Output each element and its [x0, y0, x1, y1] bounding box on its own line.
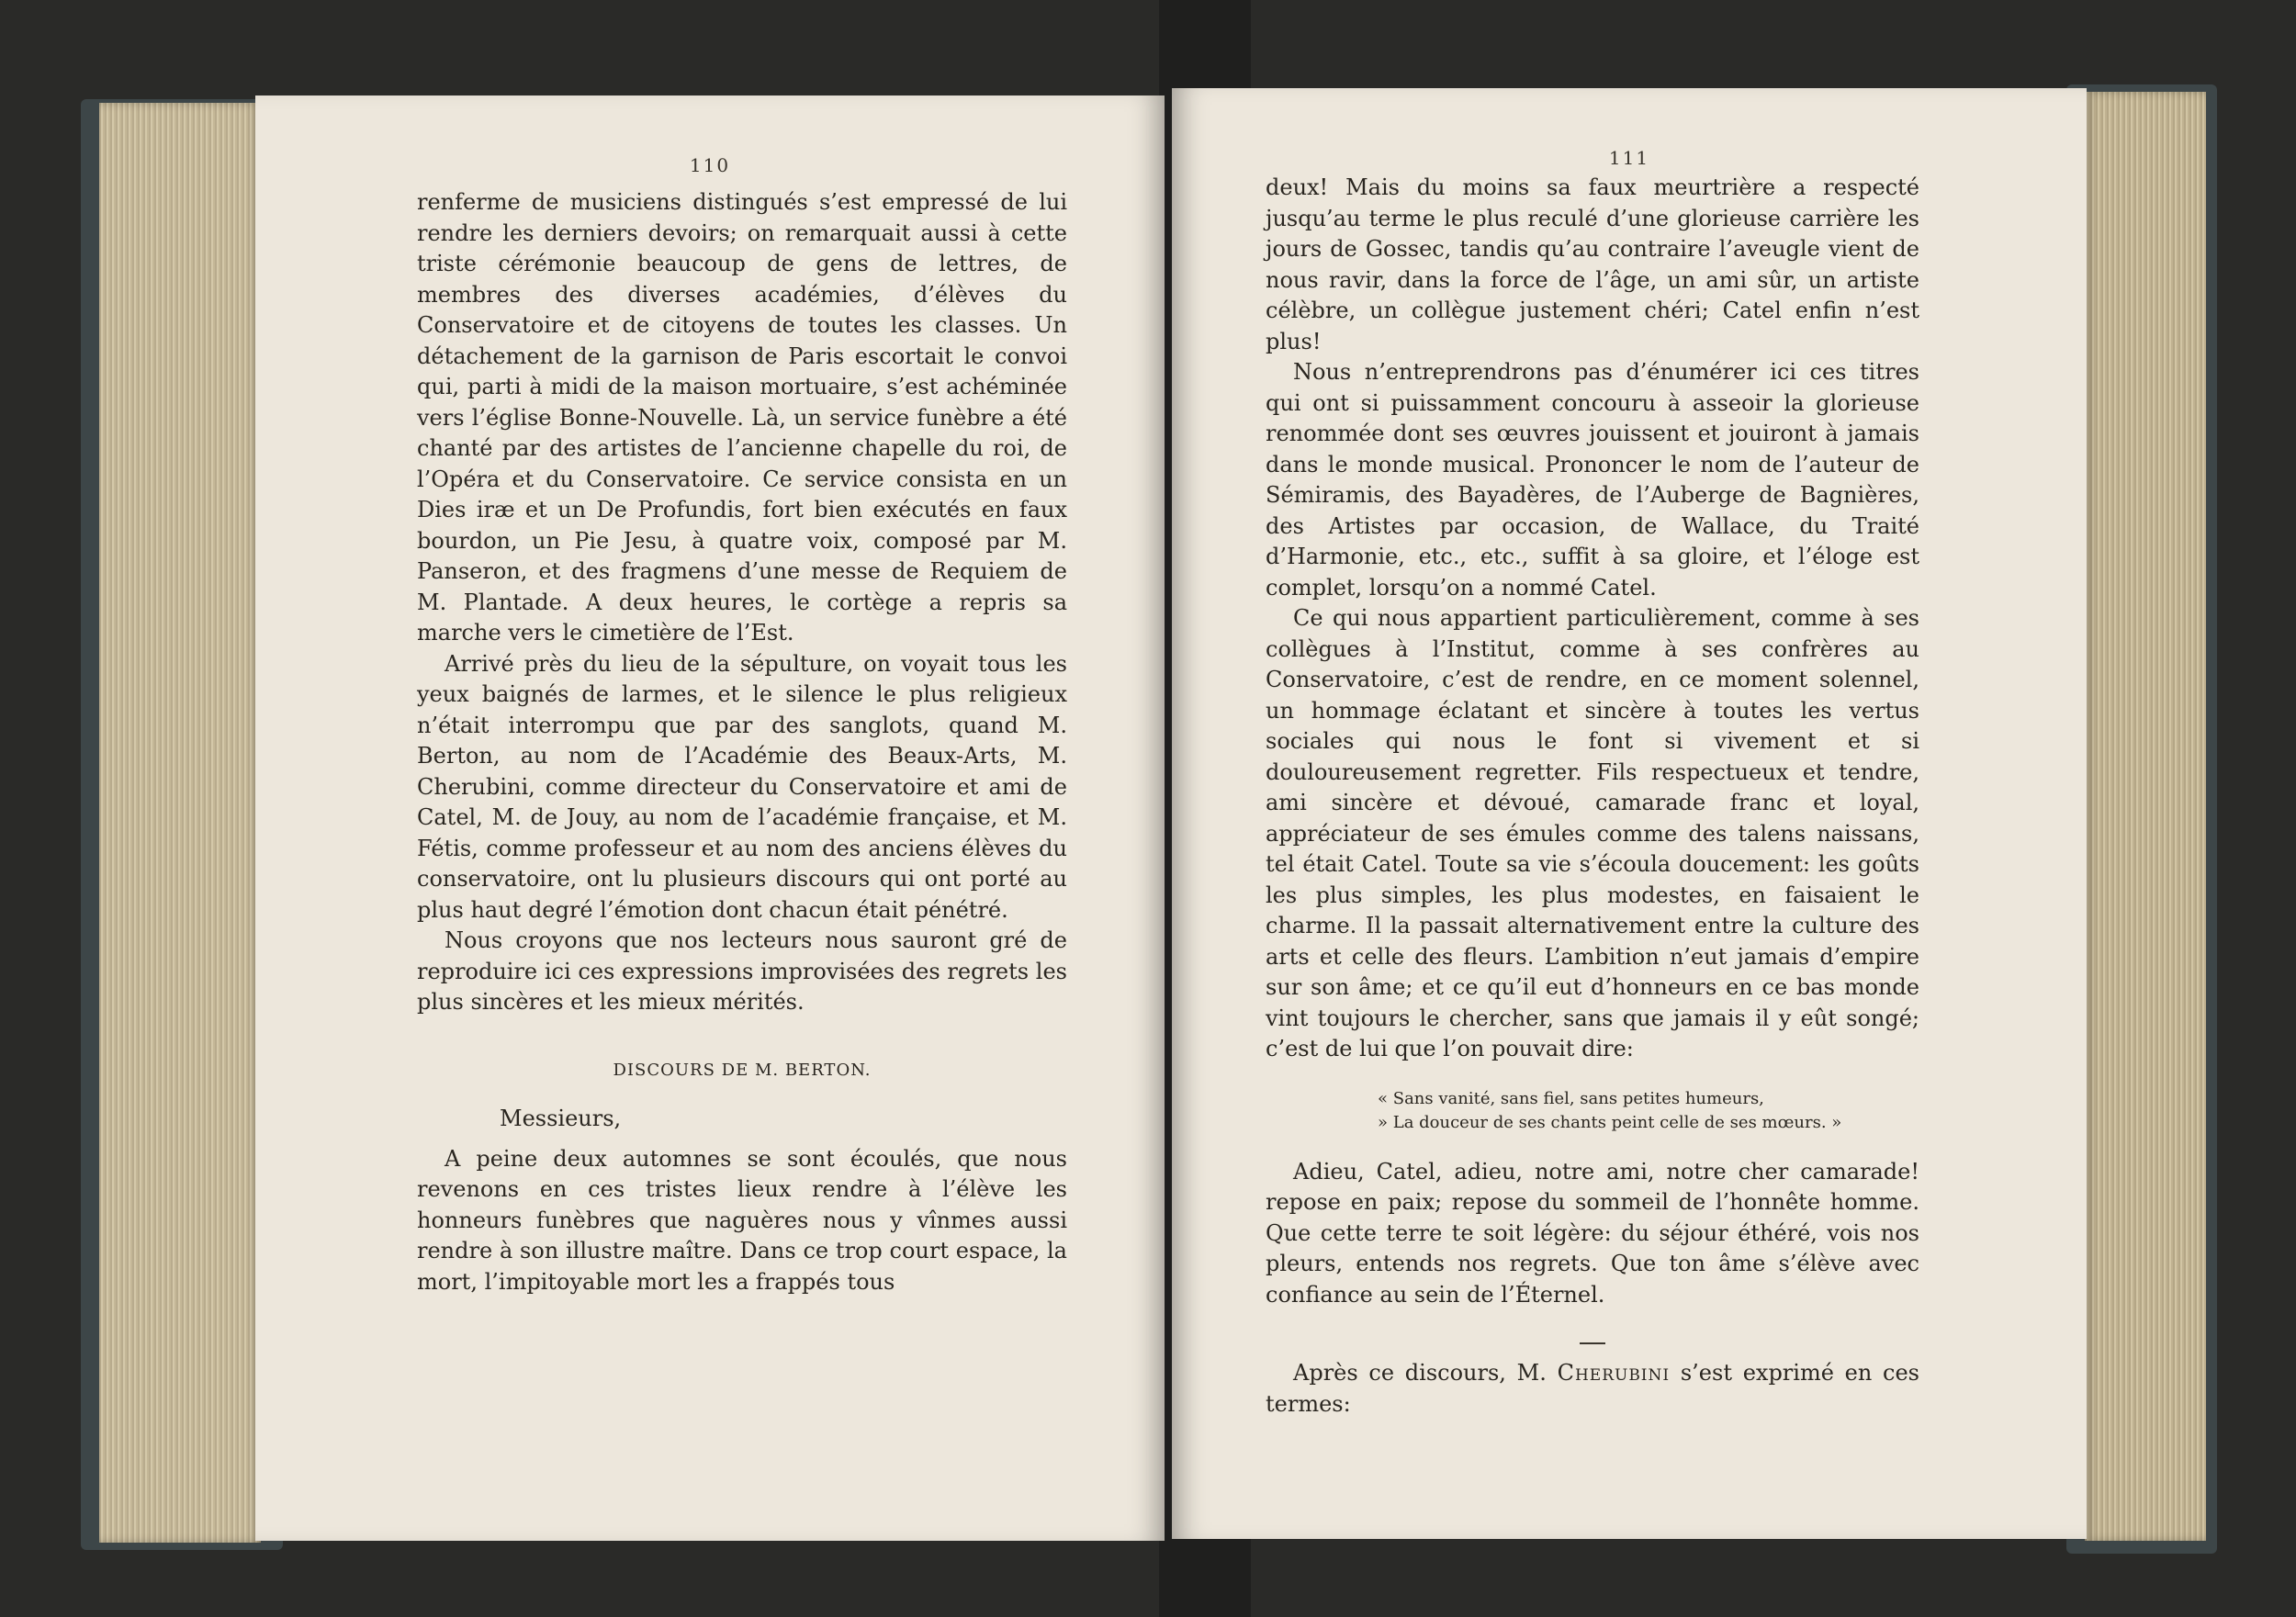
page-number: 111 — [1608, 147, 1650, 169]
paragraph: renferme de musiciens distingués s’est empressé de lui rendre les derniers devoirs; on remarquait aussi à cette triste cérémonie beaucoup de gens de lettres, de membres des diverses académies, d’élèves du Conservatoire et de citoyens de toutes les classes. Un détachement de la garnison de Paris escortait le convoi qui, parti à midi de la maison mortuaire, s’est achéminée vers l’église Bonne-Nouvelle. Là, un service funèbre a été chanté par des artistes de l’ancienne chapelle du roi, de l’Opéra et du Conservatoire. Ce service consista en un Dies iræ et un De Profundis, fort bien exécutés en faux bourdon, un Pie Jesu, à quatre voix, composé par M. Panseron, et des fragmens d’une messe de Requiem de M. Plantade. A deux heures, le cortège a repris sa marche vers le cimetière de l’Est. — [417, 189, 1067, 646]
speaker-name: Cherubini — [1557, 1360, 1671, 1386]
closing-text: s’est exprimé en ces termes: — [1266, 1360, 1919, 1417]
quote-line: « Sans vanité, sans fiel, sans petites humeurs, — [1378, 1088, 1764, 1108]
closing-paragraph — [1266, 1358, 1919, 1420]
left-page-text — [417, 187, 1067, 1297]
paragraph: deux! Mais du moins sa faux meurtrière a respecté jusqu’au terme le plus reculé d’une glorieuse carrière les jours de Gossec, tandis qu’au contraire l’aveugle vient de nous ravir, dans la force de l’âge, un ami sûr, un artiste célèbre, un collègue justement chéri; Catel enfin n’est plus! — [1266, 174, 1919, 354]
paragraph: Nous n’entreprendrons pas d’énumérer ici ces titres qui ont si puissamment concouru à asseoir la glorieuse renommée dont ses œuvres jouissent et jouiront à jamais dans le monde musical. Prononcer le nom de l’auteur de Sémiramis, des Bayadères, de l’Auberge de Bagnières, des Artistes par occasion, de Wallace, du Traité d’Harmonie, etc., etc., suffit à sa gloire, et l’éloge est complet, lorsqu’on a nommé Catel. — [1266, 359, 1919, 601]
speech-heading: DISCOURS DE M. BERTON. — [613, 1060, 872, 1080]
right-page-edges — [2085, 92, 2206, 1541]
paragraph: Ce qui nous appartient particulièrement, comme à ses collègues à l’Institut, comme à ses confrères au Conservatoire, c’est de rendre, en ce moment solennel, un hommage éclatant et sincère à toutes les vertus sociales qui nous le font si vivement et si douloureusement regretter. Fils respectueux et tendre, ami sincère et dévoué, camarade franc et loyal, appréciateur de ses émules comme des talens naissans, tel était Catel. Toute sa vie s’écoula doucement: les goûts les plus simples, les plus modestes, en faisaient le charme. Il la passait alternativement entre la culture des arts et celle des fleurs. L’ambition n’eut jamais d’empire sur son âme; et ce qu’il eut d’honneurs en ce bas monde vint toujours le chercher, sans que jamais il y eût songé; c’est de lui que l’on pouvait dire: — [1266, 605, 1919, 1061]
left-page — [255, 95, 1165, 1541]
paragraph: Adieu, Catel, adieu, notre ami, notre cher camarade! repose en paix; repose du sommeil de l’honnête homme. Que cette terre te soit légère: du séjour éthéré, vois nos pleurs, entends nos regrets. Que ton âme s’élève avec confiance au sein de l’Éternel. — [1266, 1158, 1919, 1308]
salutation: Messieurs, — [500, 1106, 622, 1131]
paragraph: Nous croyons que nos lecteurs nous sauront gré de reproduire ici ces expressions improvisées des regrets les plus sincères et les mieux mérités. — [417, 927, 1067, 1015]
right-page-text — [1266, 173, 1919, 1420]
right-page — [1172, 88, 2087, 1539]
paragraph: A peine deux automnes se sont écoulés, que nous revenons en ces tristes lieux rendre à l’élève les honneurs funèbres que naguères nous y vînmes aussi rendre à son illustre maître. Dans ce trop court espace, la mort, l’impitoyable mort les a frappés tous — [417, 1145, 1067, 1295]
section-rule — [1266, 1332, 1919, 1351]
page-number: 110 — [689, 154, 731, 176]
verse-quote — [1378, 1087, 1919, 1135]
paragraph: Arrivé près du lieu de la sépulture, on voyait tous les yeux baignés de larmes, et le silence le plus religieux n’était interrompu que par des sanglots, quand M. Berton, au nom de l’Académie des Beaux-Arts, M. Cherubini, comme directeur du Conservatoire et ami de Catel, M. de Jouy, au nom de l’académie française, et M. Fétis, comme professeur et au nom des anciens élèves du conservatoire, ont lu plusieurs discours qui ont porté au plus haut degré l’émotion dont chacun était pénétré. — [417, 650, 1067, 923]
quote-line: » La douceur de ses chants peint celle de ses mœurs. » — [1378, 1112, 1842, 1132]
left-page-edges — [99, 103, 261, 1543]
closing-text: Après ce discours, M. — [1293, 1360, 1558, 1386]
